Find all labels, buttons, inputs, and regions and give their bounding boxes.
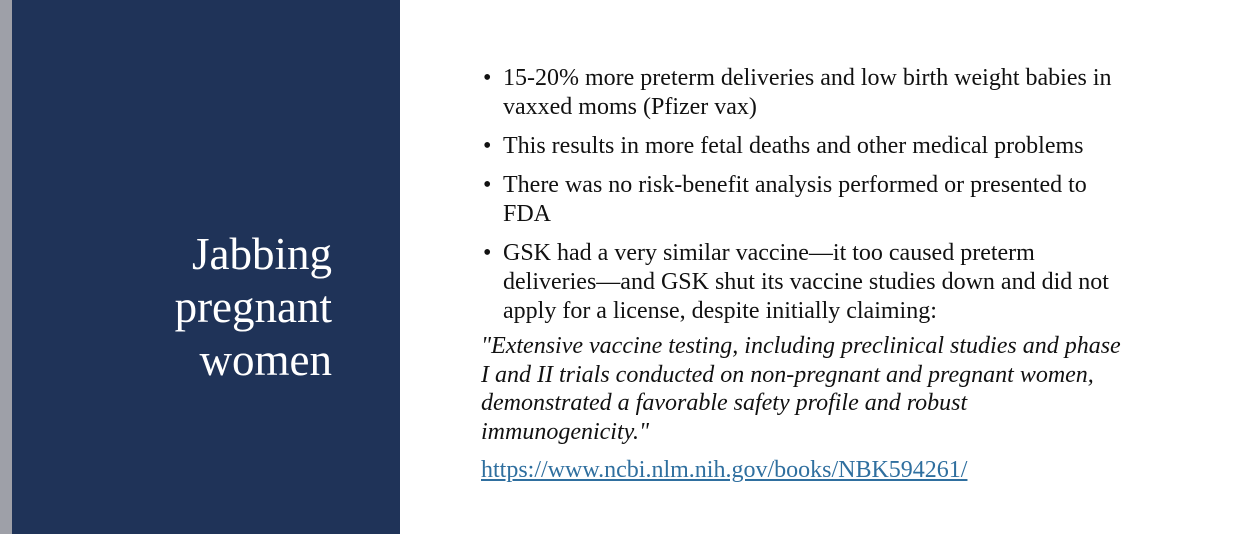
bullet-marker: • bbox=[483, 172, 492, 198]
title-panel bbox=[12, 0, 400, 534]
bullet-marker: • bbox=[483, 65, 492, 91]
quoted-claim: "Extensive vaccine testing, including preclinical studies and phase I and II trials conducted on non-pregnant and pregnant women, demonstrated a favorable safety profile and robust immunogenicity." bbox=[481, 333, 1121, 445]
source-link[interactable]: https://www.ncbi.nlm.nih.gov/books/NBK594261/ bbox=[481, 457, 968, 483]
bullet-list bbox=[481, 64, 1131, 326]
slide-title: Jabbing pregnant women bbox=[174, 229, 332, 385]
bullet-text: 15-20% more preterm deliveries and low birth weight babies in vaxxed moms (Pfizer vax) bbox=[503, 65, 1112, 120]
bullet-marker: • bbox=[483, 240, 492, 266]
bullet-text: There was no risk-benefit analysis performed or presented to FDA bbox=[503, 172, 1087, 227]
bullet-item bbox=[481, 132, 1131, 161]
slide-content bbox=[481, 64, 1131, 485]
bullet-item bbox=[481, 171, 1131, 229]
bullet-text: This results in more fetal deaths and other medical problems bbox=[503, 133, 1084, 159]
bullet-text: GSK had a very similar vaccine—it too caused preterm deliveries—and GSK shut its vaccine studies down and did not apply for a license, despite initially claiming: bbox=[503, 240, 1109, 324]
window-edge bbox=[0, 0, 12, 534]
bullet-item bbox=[481, 64, 1131, 122]
bullet-item bbox=[481, 239, 1131, 326]
bullet-marker: • bbox=[483, 133, 492, 159]
